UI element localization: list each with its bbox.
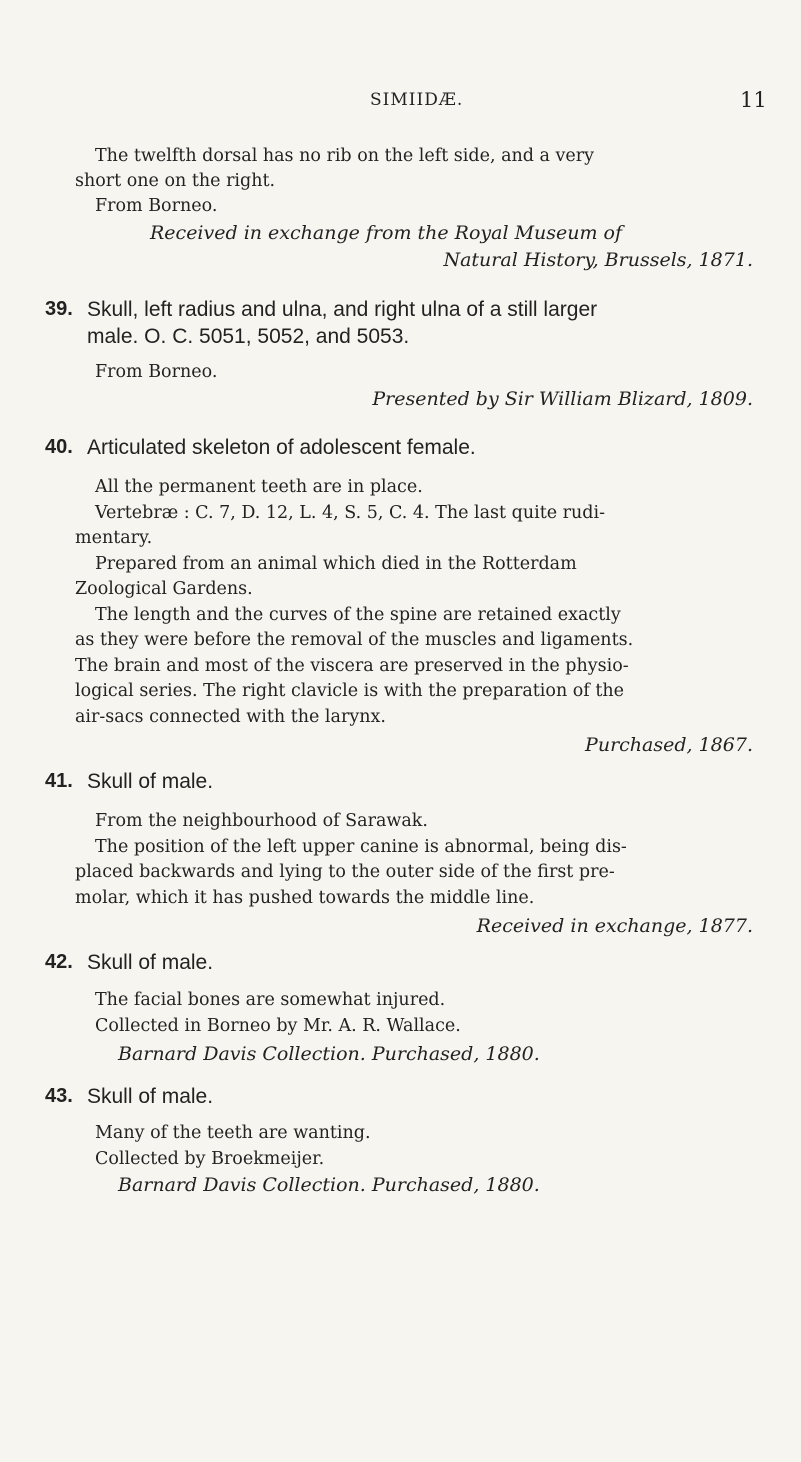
entry-title: Skull of male. [87,770,214,793]
entry-text: logical series. The right clavicle is with the preparation of the [75,681,625,701]
entry-credit: Purchased, 1867. [585,734,753,756]
entry-text: Collected in Borneo by Mr. A. R. Wallace. [95,1016,461,1036]
entry-text: placed backwards and lying to the outer side of the first pre- [75,862,615,882]
entry-text: The brain and most of the viscera are preserved in the physio- [75,656,629,676]
entry-number: 43. [45,1085,73,1107]
entry-number: 40. [45,436,73,458]
entry-text: as they were before the removal of the muscles and ligaments. [75,630,634,650]
intro-from: From Borneo. [95,196,218,216]
entry-text: The facial bones are somewhat injured. [95,990,446,1010]
entry-text: The length and the curves of the spine are retained exactly [95,605,621,625]
entry-title: Articulated skeleton of adolescent female. [87,436,476,459]
entry-text: All the permanent teeth are in place. [95,477,423,497]
entry-credit: Presented by Sir William Blizard, 1809. [372,388,753,410]
intro-credit: Natural History, Brussels, 1871. [443,249,753,271]
entry-number: 41. [45,770,73,792]
entry-text: Prepared from an animal which died in the Rotterdam [95,554,577,574]
intro-credit: Received in exchange from the Royal Museum of [150,222,623,244]
entry-credit: Received in exchange, 1877. [476,915,753,937]
page-header [0,90,801,120]
page-number: 11 [740,88,767,112]
entry-number: 42. [45,951,73,973]
entry-text: Collected by Broekmeijer. [95,1149,325,1169]
entry-text: The position of the left upper canine is abnormal, being dis- [95,837,627,857]
running-title: SIMIIDÆ. [370,90,464,110]
entry-title: Skull of male. [87,951,214,974]
entry-text: air-sacs connected with the larynx. [75,707,386,727]
intro-line: The twelfth dorsal has no rib on the left side, and a very [95,146,595,166]
entry-text: molar, which it has pushed towards the middle line. [75,888,535,908]
entry-text: Zoological Gardens. [75,579,253,599]
entry-title: male. O. C. 5051, 5052, and 5053. [87,325,410,348]
entry-title: Skull of male. [87,1085,214,1108]
entry-text: Vertebræ : C. 7, D. 12, L. 4, S. 5, C. 4. The last quite rudi- [95,503,606,523]
entry-text: Many of the teeth are wanting. [95,1123,371,1143]
entry-text: From Borneo. [95,362,218,382]
entry-credit: Barnard Davis Collection. Purchased, 1880. [118,1174,540,1196]
entry-text: From the neighbourhood of Sarawak. [95,811,428,831]
entry-text: mentary. [75,528,153,548]
entry-number: 39. [45,298,73,320]
entry-title: Skull, left radius and ulna, and right ulna of a still larger [87,298,598,321]
entry-credit: Barnard Davis Collection. Purchased, 1880. [118,1043,540,1065]
intro-line: short one on the right. [75,171,276,191]
